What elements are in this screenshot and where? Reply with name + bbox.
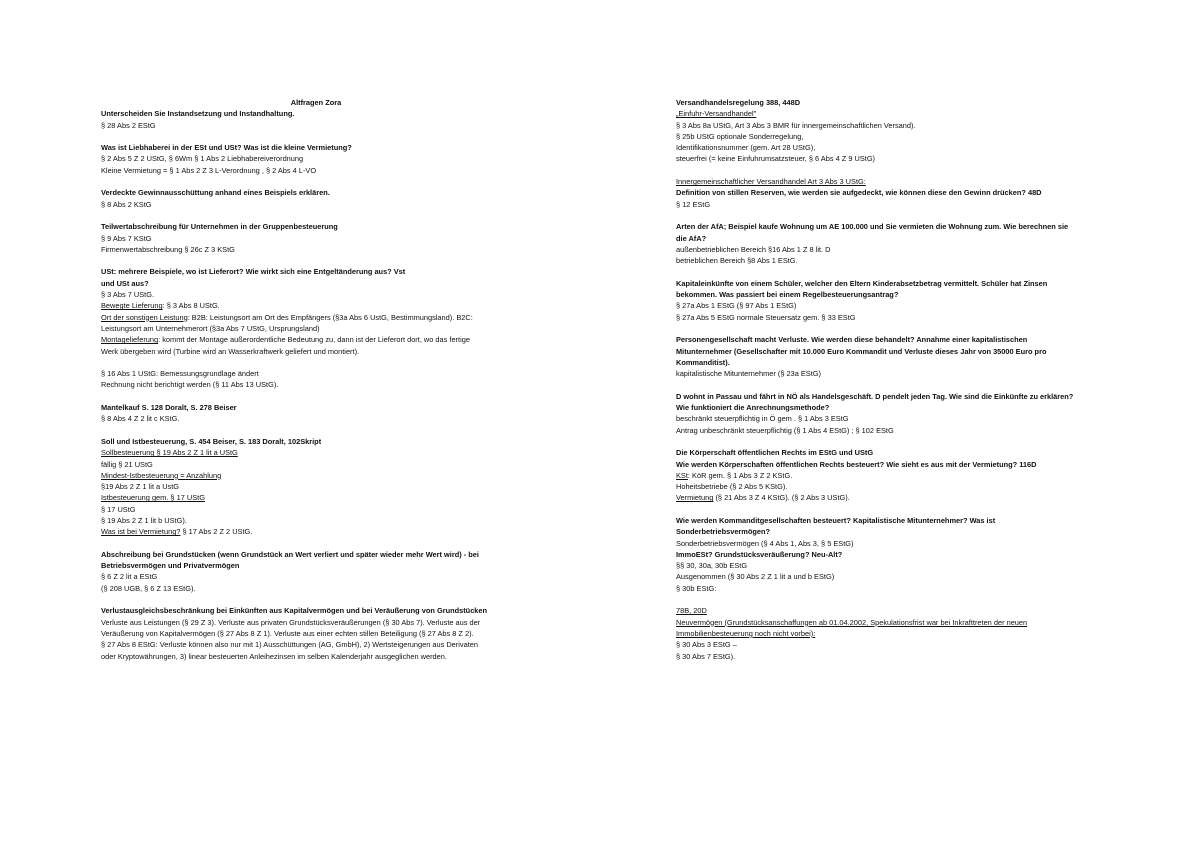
question-heading: bekommen. Was passiert bei einem Regelbesteuerungsantrag? <box>676 290 899 300</box>
question-heading: Abschreibung bei Grundstücken (wenn Grundstück an Wert verliert und später wieder mehr Wert wird) - bei <box>101 549 479 559</box>
text-line: Ausgenommen (§ 30 Abs 2 Z 1 lit a und b EStG) <box>676 572 835 582</box>
text-line: § 30b EStG: <box>676 583 717 593</box>
text-line: betrieblichen Bereich §8 Abs 1 EStG. <box>676 256 798 266</box>
text-line: § 3 Abs 8a UStG, Art 3 Abs 3 BMR für innergemeinschaftlichen Versand). <box>676 120 916 130</box>
text-line: § 19 Abs 2 Z 1 lit b UStG). <box>101 515 187 525</box>
right-column <box>676 97 1102 662</box>
question-heading: Die Körperschaft öffentlichen Rechts im EStG und UStG <box>676 448 874 458</box>
underlined-term: KSt <box>676 470 688 480</box>
text-line: Antrag unbeschränkt steuerpflichtig (§ 1 Abs 4 EStG) ; § 102 EStG <box>676 425 894 435</box>
text-line <box>101 526 531 537</box>
text-line: (§ 208 UGB, § 6 Z 13 EStG). <box>101 583 196 593</box>
paragraph-gap <box>101 131 531 142</box>
text-line: oder Kryptowährungen, 3) linear besteuerten Anleihezinsen im selben Kalenderjahr ausgeglichen werden. <box>101 651 447 661</box>
question-heading: Definition von stillen Reserven, wie werden sie aufgedeckt, wie können diese den Gewinn drücken? 48D <box>676 188 1042 198</box>
text-line: §19 Abs 2 Z 1 lit a UstG <box>101 482 180 492</box>
text-line: Rechnung nicht berichtigt werden (§ 11 Abs 13 UStG). <box>101 380 279 390</box>
underlined-term: Was ist bei Vermietung? <box>101 527 181 537</box>
text-line: 78B, 20D <box>676 606 707 616</box>
paragraph-gap <box>676 210 1102 221</box>
paragraph-gap <box>101 357 531 368</box>
text-line: Leistungsort am Unternehmerort (§3a Abs 7 UStG, Ursprungsland) <box>101 323 320 333</box>
text-line: kapitalistische Mitunternehmer (§ 23a EStG) <box>676 369 822 379</box>
underlined-term: Montagelieferung <box>101 335 159 345</box>
text-line: Identifikationsnummer (gem. Art 28 UStG), <box>676 143 816 153</box>
question-heading: Unterscheiden Sie Instandsetzung und Instandhaltung. <box>101 109 295 119</box>
text-segment: : B2B: Leistungsort am Ort des Empfängers (§3a Abs 6 UstG, Bestimmungsland). B2C: <box>187 312 473 322</box>
text-line: Istbesteuerung gem. § 17 UStG <box>101 493 205 503</box>
text-line: § 12 EStG <box>676 199 711 209</box>
question-heading: Arten der AfA; Beispiel kaufe Wohnung um AE 100.000 und Sie vermieten die Wohnung zum. Wie berechnen sie <box>676 222 1069 232</box>
paragraph-gap <box>676 379 1102 390</box>
text-line: § 30 Abs 7 EStG). <box>676 651 736 661</box>
paragraph-gap <box>101 594 531 605</box>
underlined-term: Vermietung <box>676 493 714 503</box>
text-line: Kleine Vermietung = § 1 Abs 2 Z 3 L-Verordnung , § 2 Abs 4 L-VO <box>101 165 317 175</box>
underlined-term: Ort der sonstigen Leistung <box>101 312 188 322</box>
text-line: § 8 Abs 2 KStG <box>101 199 152 209</box>
text-line: § 6 Z 2 lit a EStG <box>101 572 158 582</box>
text-line: außenbetrieblichen Bereich §16 Abs 1 Z 8 lit. D <box>676 244 831 254</box>
text-line: Mindest-Istbesteuerung = Anzahlung <box>101 470 222 480</box>
paragraph-gap <box>101 538 531 549</box>
question-heading: Mantelkauf S. 128 Doralt, S. 278 Beiser <box>101 403 237 413</box>
text-line: fällig § 21 UStG <box>101 459 153 469</box>
question-heading: Wie werden Körperschaften öffentlichen Rechts besteuert? Wie sieht es aus mit der Vermietung? 116D <box>676 459 1037 469</box>
text-segment: § 17 Abs 2 Z 2 UStG. <box>180 527 253 537</box>
text-line <box>101 334 531 345</box>
text-line: § 2 Abs 5 Z 2 UStG, § 6Wm § 1 Abs 2 Liebhabereiverordnung <box>101 154 304 164</box>
paragraph-gap <box>101 255 531 266</box>
text-line: beschränkt steuerpflichtig in Ö gem . § 1 Abs 3 EStG <box>676 414 849 424</box>
text-line: § 16 Abs 1 UStG: Bemessungsgrundlage ändert <box>101 369 259 379</box>
text-line: Hoheitsbetriebe (§ 2 Abs 5 KStG). <box>676 482 788 492</box>
question-heading: Kommanditist). <box>676 357 730 367</box>
text-segment: (§ 21 Abs 3 Z 4 KStG). (§ 2 Abs 3 UStG). <box>713 493 850 503</box>
left-column <box>101 97 531 662</box>
paragraph-gap <box>676 504 1102 515</box>
paragraph-gap <box>101 425 531 436</box>
question-heading: Teilwertabschreibung für Unternehmen in der Gruppenbesteuerung <box>101 222 338 232</box>
text-segment: : § 3 Abs 8 UStG. <box>162 301 220 311</box>
question-heading: Altfragen Zora <box>290 98 342 107</box>
question-heading: Verlustausgleichsbeschränkung bei Einkünften aus Kapitalvermögen und bei Veräußerung von Grundstücken <box>101 606 488 616</box>
text-line: Veräußerung von Kapitalvermögen (§ 27 Abs 8 Z 1). Verluste aus einer echten stillen Beteiligung (§ 27 Abs 8 Z 2). <box>101 628 474 638</box>
paragraph-gap <box>676 436 1102 447</box>
text-line: § 27 Abs 8 EStG: Verluste können also nur mit 1) Ausschüttungen (AG, GmbH), 2) Wertsteigerungen aus Derivaten <box>101 640 478 650</box>
text-segment: : KöR gem. § 1 Abs 3 Z 2 KStG. <box>687 470 793 480</box>
text-line <box>676 492 1102 503</box>
question-heading: ImmoESt? Grundstücksveräußerung? Neu-Alt? <box>676 549 843 559</box>
question-heading: D wohnt in Passau und fährt in NÖ als Handelsgeschäft. D pendelt jeden Tag. Wie sind die Einkünfte zu erklären? <box>676 391 1074 401</box>
text-line: Werk übergeben wird (Turbine wird an Wasserkraftwerk geliefert und montiert). <box>101 346 360 356</box>
question-heading: Soll und Istbesteuerung, S. 454 Beiser, S. 183 Doralt, 102Skript <box>101 436 322 446</box>
paragraph-gap <box>101 176 531 187</box>
text-line: Neuvermögen (Grundstücksanschaffungen ab 01.04.2002, Spekulationsfrist war bei Inkrafttreten der neuen <box>676 617 1028 627</box>
text-line: § 27a Abs 5 EStG normale Steuersatz gem. § 33 EStG <box>676 312 856 322</box>
paragraph-gap <box>101 391 531 402</box>
text-line: § 17 UStG <box>101 504 136 514</box>
question-heading: USt: mehrere Beispiele, wo ist Lieferort? Wie wirkt sich eine Entgeltänderung aus? Vst <box>101 267 406 277</box>
question-heading: Was ist Liebhaberei in der ESt und USt? Was ist die kleine Vermietung? <box>101 143 352 153</box>
text-line: § 3 Abs 7 UStG. <box>101 290 154 300</box>
text-line: Immobilienbesteuerung noch nicht vorbei): <box>676 628 816 638</box>
text-line: § 8 Abs 4 Z 2 lit c KStG. <box>101 414 180 424</box>
question-heading: Personengesellschaft macht Verluste. Wie werden diese behandelt? Annahme einer kapitalistischen <box>676 335 1028 345</box>
text-line: Sollbesteuerung § 19 Abs 2 Z 1 lit a UStG <box>101 448 238 458</box>
paragraph-gap <box>676 165 1102 176</box>
text-line: §§ 30, 30a, 30b EStG <box>676 561 748 571</box>
text-line: steuerfrei (= keine Einfuhrumsatzsteuer, § 6 Abs 4 Z 9 UStG) <box>676 154 876 164</box>
text-line <box>676 470 1102 481</box>
text-line: § 9 Abs 7 KStG <box>101 233 152 243</box>
question-heading: Wie werden Kommanditgesellschaften besteuert? Kapitalistische Mitunternehmer? Was ist <box>676 515 996 525</box>
text-line: „Einfuhr-Versandhandel" <box>676 109 757 119</box>
paragraph-gap <box>676 323 1102 334</box>
text-line: Sonderbetriebsvermögen (§ 4 Abs 1, Abs 3, § 5 EStG) <box>676 538 854 548</box>
question-heading: Kapitaleinkünfte von einem Schüler, welcher den Eltern Kinderabsetzbetrag vermittelt. Schüler hat Zinsen <box>676 278 1048 288</box>
text-line: Verluste aus Leistungen (§ 29 Z 3). Verluste aus privaten Grundstücksveräußerungen (§ 30 Abs 7). Verluste aus der <box>101 617 481 627</box>
text-line: § 28 Abs 2 EStG <box>101 120 156 130</box>
text-line <box>101 312 531 323</box>
text-line: Firmenwertabschreibung § 26c Z 3 KStG <box>101 244 235 254</box>
question-heading: Verdeckte Gewinnausschüttung anhand eines Beispiels erklären. <box>101 188 330 198</box>
question-heading: Mitunternehmer (Gesellschafter mit 10.000 Euro Kommandit und Verluste dieses Jahr von 35000 Euro pro <box>676 346 1047 356</box>
question-heading: und USt aus? <box>101 278 149 288</box>
text-segment: : kommt der Montage außerordentliche Bedeutung zu, dann ist der Lieferort dort, wo das fertige <box>158 335 470 345</box>
question-heading: Sonderbetriebsvermögen? <box>676 527 771 537</box>
underlined-term: Bewegte Lieferung <box>101 301 163 311</box>
question-heading: Versandhandelsregelung 388, 448D <box>676 98 801 107</box>
text-line: § 25b UStG optionale Sonderregelung, <box>676 131 804 141</box>
text-line: § 27a Abs 1 EStG (§ 97 Abs 1 EStG) <box>676 301 797 311</box>
paragraph-gap <box>101 210 531 221</box>
question-heading: Wie funktioniert die Anrechnungsmethode? <box>676 403 830 413</box>
question-heading: Betriebsvermögen und Privatvermögen <box>101 561 240 571</box>
text-line: Innergemeinschaftlicher Versandhandel Art 3 Abs 3 UStG: <box>676 177 866 187</box>
paragraph-gap <box>676 594 1102 605</box>
question-heading: die AfA? <box>676 233 707 243</box>
paragraph-gap <box>676 266 1102 277</box>
text-line: § 30 Abs 3 EStG – <box>676 640 737 650</box>
text-line <box>101 300 531 311</box>
